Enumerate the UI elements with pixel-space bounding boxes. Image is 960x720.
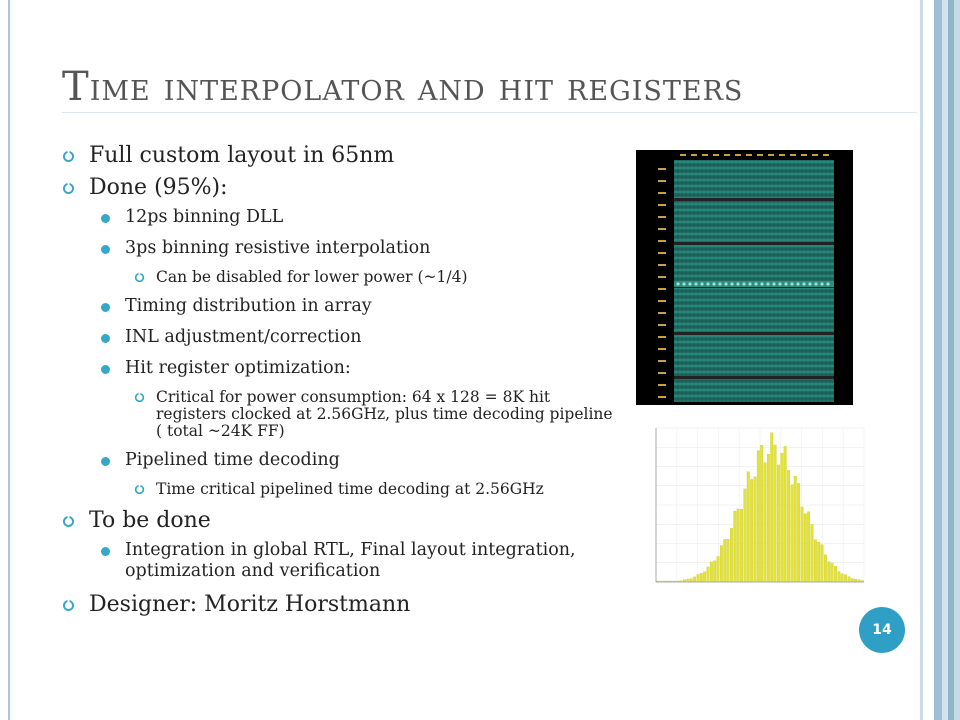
bullet-level3-item xyxy=(60,389,620,440)
chip-layout-image xyxy=(636,150,853,405)
bullet-text: Time critical pipelined time decoding at 2.56GHz xyxy=(156,480,544,498)
bullet-text: Pipelined time decoding xyxy=(125,450,340,470)
bullet-text: To be done xyxy=(89,508,211,533)
bullet-text: Full custom layout in 65nm xyxy=(89,143,395,168)
dot-bullet-icon xyxy=(101,245,110,254)
bullet-level1-item xyxy=(60,508,620,534)
bullet-level2-item xyxy=(60,540,620,582)
bullet-level3-item xyxy=(60,481,620,498)
bullet-level1-item xyxy=(60,592,620,618)
slide-title xyxy=(62,64,743,110)
timing-histogram-image xyxy=(626,420,868,598)
slide-title-rest: ime interpolator and hit registers xyxy=(89,65,744,109)
bullet-level2-item xyxy=(60,450,620,471)
bullet-level2-item xyxy=(60,207,620,228)
dot-bullet-icon xyxy=(101,457,110,466)
bullet-text: 12ps binning DLL xyxy=(125,207,284,227)
bullet-level2-item xyxy=(60,296,620,317)
bullet-level2-item xyxy=(60,327,620,348)
bullet-level3-item xyxy=(60,269,620,286)
dot-bullet-icon xyxy=(101,303,110,312)
circle-bullet-icon xyxy=(134,484,145,495)
right-frame-bars xyxy=(914,0,960,720)
bullet-level2-item xyxy=(60,358,620,379)
bullet-text: Done (95%): xyxy=(89,175,228,200)
bullet-text: INL adjustment/correction xyxy=(125,327,362,347)
page-number-badge: 14 xyxy=(859,607,905,653)
circle-bullet-icon xyxy=(62,599,75,612)
circle-bullet-icon xyxy=(62,150,75,163)
circle-bullet-icon xyxy=(62,182,75,195)
title-divider xyxy=(62,112,917,113)
left-frame-line xyxy=(8,0,10,720)
dot-bullet-icon xyxy=(101,334,110,343)
bullet-level1-item xyxy=(60,143,620,169)
bullet-text: Integration in global RTL, Final layout integration, optimization and verification xyxy=(125,540,576,581)
bullet-text: 3ps binning resistive interpolation xyxy=(125,238,431,258)
bullet-text: Designer: Moritz Horstmann xyxy=(89,592,411,617)
bullet-text: Critical for power consumption: 64 x 128 = 8K hit registers clocked at 2.56GHz, plus time decoding pipeline ( total ~24K FF) xyxy=(156,388,613,440)
circle-bullet-icon xyxy=(134,272,145,283)
bullet-level1-item xyxy=(60,175,620,201)
dot-bullet-icon xyxy=(101,547,110,556)
bullet-text: Can be disabled for lower power (~1/4) xyxy=(156,268,468,286)
dot-bullet-icon xyxy=(101,214,110,223)
circle-bullet-icon xyxy=(62,515,75,528)
bullet-text: Hit register optimization: xyxy=(125,358,351,378)
bullet-text: Timing distribution in array xyxy=(125,296,372,316)
bullet-list xyxy=(60,143,620,624)
slide-title-initial: T xyxy=(62,64,90,110)
bullet-level2-item xyxy=(60,238,620,259)
dot-bullet-icon xyxy=(101,365,110,374)
circle-bullet-icon xyxy=(134,392,145,403)
